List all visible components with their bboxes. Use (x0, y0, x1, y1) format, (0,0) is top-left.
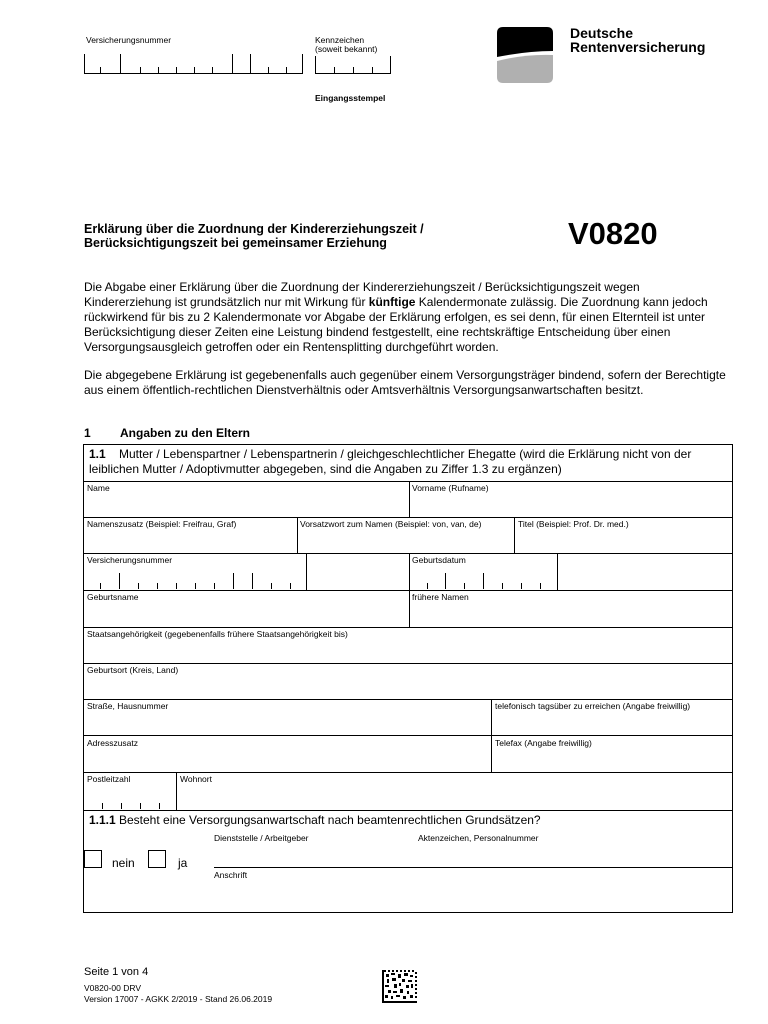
drv-logo-mark (497, 27, 553, 83)
checkbox-nein[interactable] (84, 850, 102, 868)
field-titel-label: Titel (Beispiel: Prof. Dr. med.) (518, 519, 629, 529)
field-adresszusatz-label: Adresszusatz (87, 738, 139, 748)
form-code: V0820 (568, 216, 658, 251)
q111-number: 1.1.1 (89, 813, 116, 827)
field-geburtsdatum-label: Geburtsdatum (412, 555, 466, 565)
field-staatsangehoerigkeit-input[interactable] (84, 628, 732, 663)
field-geburtsdatum-input[interactable] (410, 554, 557, 590)
q111-dienststelle-label: Dienststelle / Arbeitgeber (214, 833, 309, 843)
field-wohnort-label: Wohnort (180, 774, 212, 784)
field-versicherungsnummer-label: Versicherungsnummer (87, 555, 173, 565)
field-geburtsname-input[interactable] (84, 591, 408, 627)
field-geburtsort-label: Geburtsort (Kreis, Land) (87, 665, 179, 675)
field-namenszusatz-label: Namenszusatz (Beispiel: Freifrau, Graf) (87, 519, 237, 529)
field-telefon-label: telefonisch tagsüber zu erreichen (Angabe freiwillig) (495, 701, 691, 711)
field-wohnort-input[interactable] (177, 773, 732, 810)
field-adresszusatz-input[interactable] (84, 736, 490, 772)
field-staatsangehoerigkeit-label: Staatsangehörigkeit (gegebenenfalls frühere Staatsangehörigkeit bis) (87, 629, 348, 639)
footer-version: Version 17007 - AGKK 2/2019 - Stand 26.06.2019 (84, 994, 273, 1004)
form-title-line1: Erklärung über die Zuordnung der Kindererziehungszeit / (84, 222, 424, 236)
field-vorname-input[interactable] (410, 482, 732, 517)
logo-line2: Rentenversicherung (570, 39, 706, 55)
field-vorname-label: Vorname (Rufname) (412, 483, 489, 493)
field-fruehere-namen-input[interactable] (410, 591, 732, 627)
sub-1-1-text: Mutter / Lebenspartner / Lebenspartnerin / gleichgeschlechtlicher Ehegatte (wird die Erklärung nicht von der leiblichen Mutter / Adoptivmutter abgegeben, sind die Angaben zu Ziffer 1.3 zu ergänzen) (89, 447, 692, 476)
label-ja: ja (178, 856, 188, 870)
checkbox-ja[interactable] (148, 850, 166, 868)
header-kennzeichen-field[interactable] (315, 56, 391, 74)
q111-anschrift-input[interactable] (214, 882, 732, 912)
q111-aktenzeichen-label: Aktenzeichen, Personalnummer (418, 833, 539, 843)
field-name-label: Name (87, 483, 110, 493)
field-vorsatzwort-input[interactable] (298, 518, 513, 553)
field-name-input[interactable] (84, 482, 408, 517)
label-nein: nein (112, 856, 135, 870)
section-1-title: Angaben zu den Eltern (120, 426, 251, 440)
field-postleitzahl-label: Postleitzahl (87, 774, 131, 784)
header-versicherungsnummer-label: Versicherungsnummer (86, 35, 172, 45)
field-postleitzahl-input[interactable] (84, 773, 176, 810)
field-geburtsort-input[interactable] (84, 664, 732, 699)
drv-logo (497, 27, 712, 83)
field-strasse-input[interactable] (84, 700, 490, 735)
field-strasse-label: Straße, Hausnummer (87, 701, 169, 711)
field-vorsatzwort-label: Vorsatzwort zum Namen (Beispiel: von, van, de) (300, 519, 482, 529)
footer-form-id: V0820-00 DRV (84, 983, 142, 993)
field-telefon-input[interactable] (492, 700, 732, 735)
field-geburtsname-label: Geburtsname (87, 592, 139, 602)
q111-question: Besteht eine Versorgungsanwartschaft nach beamtenrechtlichen Grundsätzen? (119, 813, 541, 827)
field-titel-input[interactable] (515, 518, 732, 553)
intro-paragraph-1: Die Abgabe einer Erklärung über die Zuordnung der Kindererziehungszeit / Berücksichtigungszeit wegen Kindererziehung ist grundsätzlich nur mit Wirkung für künftige Kalendermonate zulässig. Die Zuordnung kann jedoch rückwirkend für bis zu 2 Kalendermonate vor Abgabe der Erklärung erfolgen, es sei denn, für einen Elternteil ist unter Berücksichtigung dieser Zeiten eine Leistung bindend festgestellt, eine rechtskräftige Entscheidung über einen Versorgungsausgleich getroffen oder ein Rentensplitting durchgeführt worden. (84, 280, 708, 354)
logo-line1: Deutsche (570, 25, 634, 41)
header-kennzeichen-sub: (soweit bekannt) (315, 44, 378, 54)
header-versicherungsnummer-field[interactable] (84, 54, 303, 74)
eingangsstempel-label: Eingangsstempel (315, 93, 386, 103)
datamatrix-barcode-icon (382, 970, 417, 1003)
section-1-number: 1 (84, 426, 91, 440)
header-kennzeichen-label: Kennzeichen (315, 35, 365, 45)
footer-page: Seite 1 von 4 (84, 966, 149, 978)
field-versicherungsnummer-input[interactable] (84, 554, 306, 590)
field-telefax-input[interactable] (492, 736, 732, 772)
form-title-line2: Berücksichtigungszeit bei gemeinsamer Erziehung (84, 236, 387, 250)
q111-anschrift-label: Anschrift (214, 870, 248, 880)
sub-1-1-number: 1.1 (89, 447, 106, 461)
intro-paragraph-2: Die abgegebene Erklärung ist gegebenenfalls auch gegenüber einem Versorgungsträger bindend, sofern der Berechtigte aus einem öffentlich-rechtlichen Dienstverhältnis oder Amtsverhältnis Versorgungsanwartschaften besitzt. (84, 368, 726, 397)
field-fruehere-namen-label: frühere Namen (412, 592, 469, 602)
field-namenszusatz-input[interactable] (84, 518, 296, 553)
q111-dienststelle-input[interactable] (214, 846, 732, 867)
field-telefax-label: Telefax (Angabe freiwillig) (495, 738, 592, 748)
